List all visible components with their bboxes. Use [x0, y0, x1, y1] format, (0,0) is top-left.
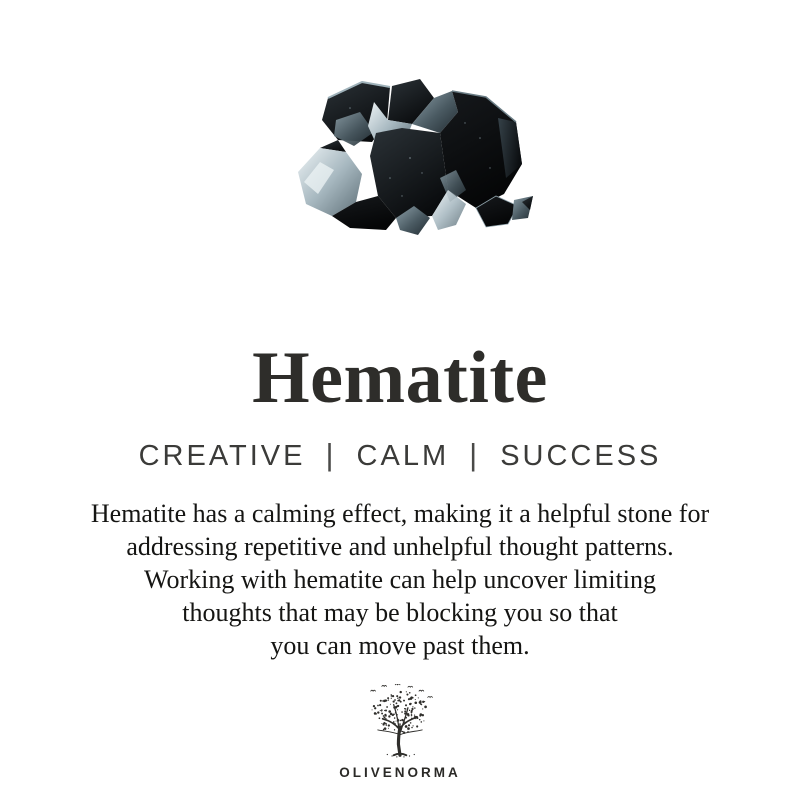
description-line: thoughts that may be blocking you so that — [182, 598, 618, 627]
brand-name: OLIVENORMA — [339, 765, 461, 780]
description-line: addressing repetitive and unhelpful thought patterns. — [126, 532, 674, 561]
description — [91, 497, 709, 662]
description-line: you can move past them. — [270, 631, 530, 660]
description-line: Working with hematite can help uncover limiting — [143, 565, 656, 594]
tagline — [138, 437, 662, 472]
tagline-separator: | — [325, 437, 337, 472]
hematite-crystal-illustration — [290, 78, 535, 243]
tagline-separator: | — [469, 437, 481, 472]
tagline-word-calm: CALM — [356, 440, 450, 472]
stone-title: Hematite — [252, 337, 548, 419]
tagline-word-creative: CREATIVE — [138, 440, 306, 472]
olive-tree-logo-icon — [354, 684, 446, 760]
brand-footer — [339, 684, 461, 780]
hematite-crystal-photo — [290, 78, 535, 243]
tagline-word-success: SUCCESS — [500, 440, 662, 472]
description-line: Hematite has a calming effect, making it a helpful stone for — [90, 499, 710, 528]
